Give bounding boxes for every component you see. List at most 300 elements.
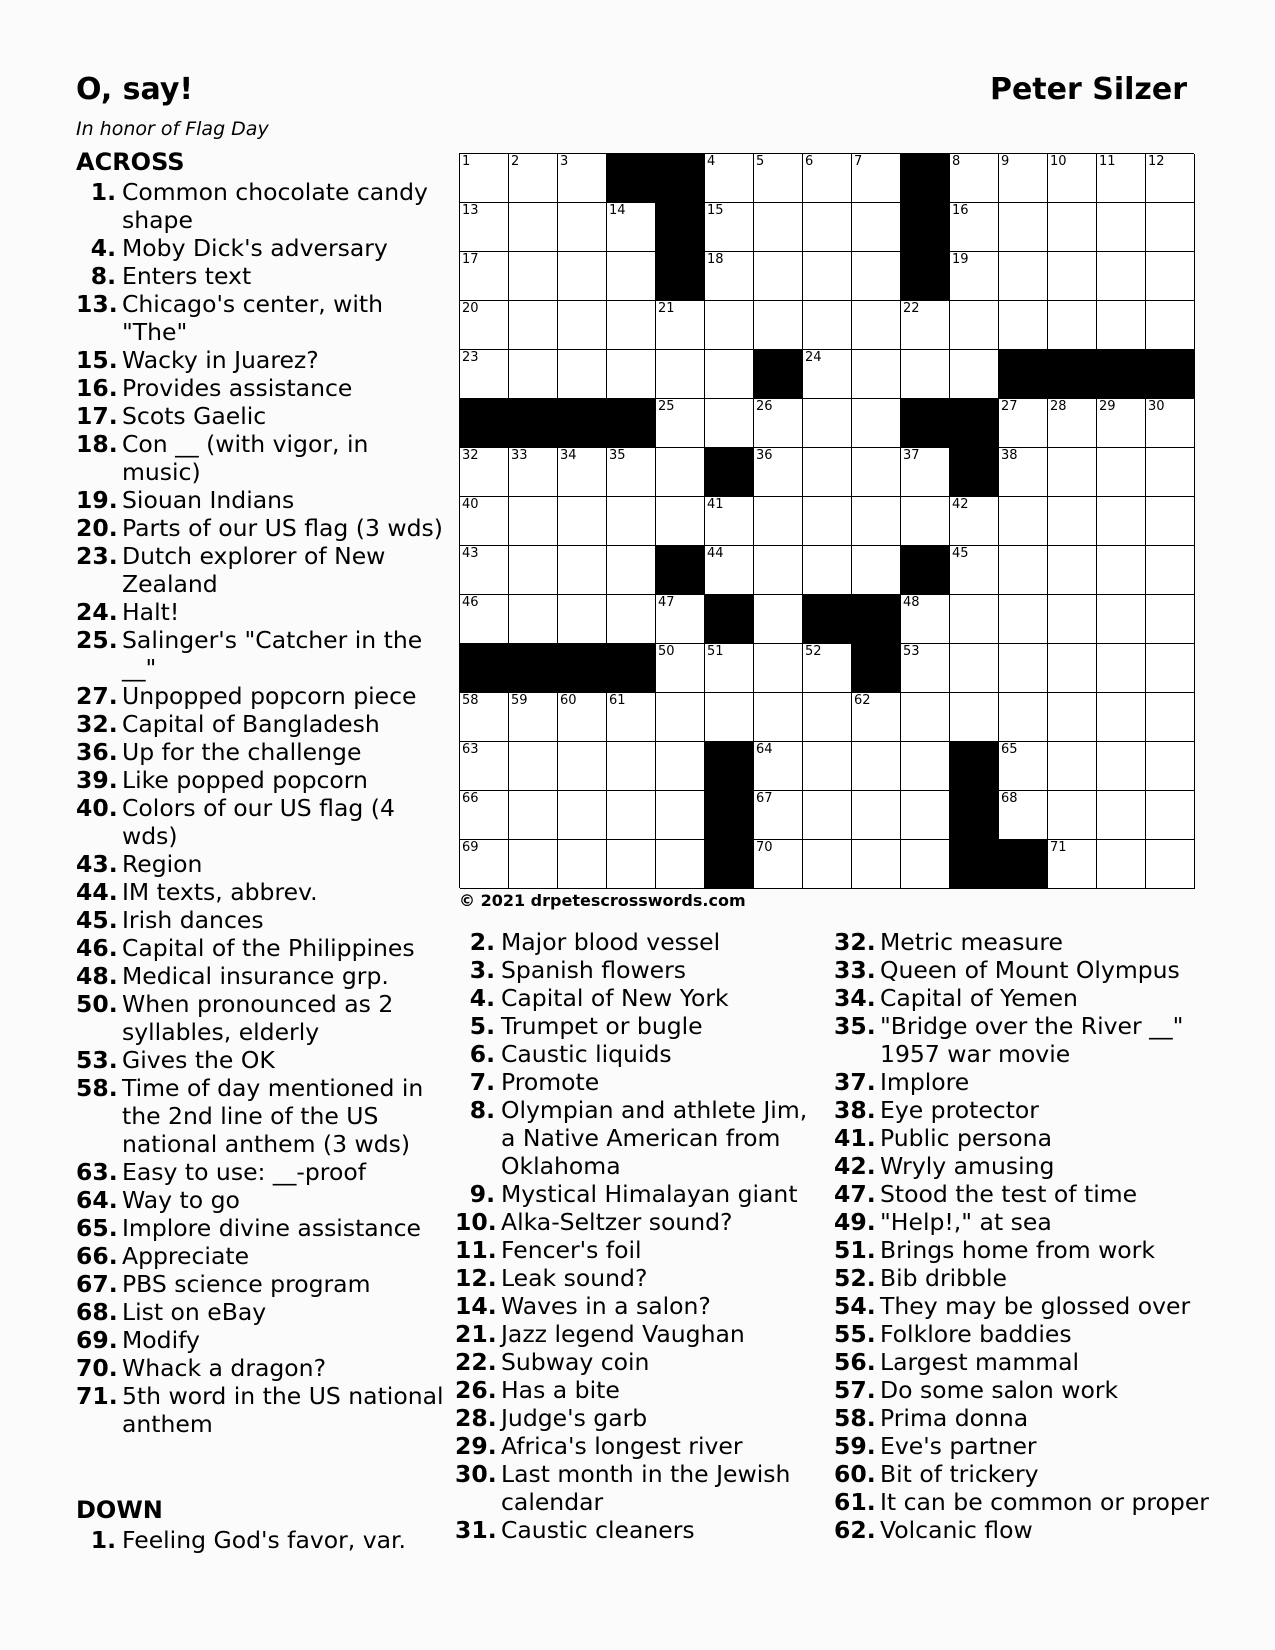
grid-cell[interactable] — [607, 203, 656, 252]
grid-cell[interactable] — [509, 203, 558, 252]
grid-cell[interactable] — [656, 742, 705, 791]
grid-cell[interactable] — [1097, 791, 1146, 840]
clue-text: Brings home from work — [880, 1236, 1155, 1264]
clue-item — [76, 402, 446, 430]
grid-cell[interactable] — [460, 350, 509, 399]
puzzle-title: O, say! — [76, 72, 194, 107]
grid-cell[interactable] — [558, 154, 607, 203]
grid-cell[interactable] — [607, 791, 656, 840]
grid-cell[interactable] — [1097, 399, 1146, 448]
grid-cell[interactable] — [1097, 252, 1146, 301]
grid-cell[interactable] — [509, 742, 558, 791]
grid-cell[interactable] — [950, 644, 999, 693]
clue-number: 36. — [76, 738, 118, 766]
grid-cell[interactable] — [1048, 595, 1097, 644]
grid-cell[interactable] — [558, 448, 607, 497]
clue-number: 38. — [834, 1096, 876, 1124]
grid-cell[interactable] — [460, 497, 509, 546]
grid-cell[interactable] — [558, 252, 607, 301]
clue-item — [455, 1012, 820, 1040]
cell-number: 62 — [854, 693, 871, 708]
grid-cell[interactable] — [607, 350, 656, 399]
grid-cell[interactable] — [901, 301, 950, 350]
grid-cell[interactable] — [901, 840, 950, 889]
clue-item — [76, 1354, 446, 1382]
grid-cell[interactable] — [754, 252, 803, 301]
clue-item — [76, 374, 446, 402]
grid-cell[interactable] — [852, 546, 901, 595]
cell-number: 66 — [462, 791, 479, 806]
grid-cell[interactable] — [509, 252, 558, 301]
grid-cell[interactable] — [705, 301, 754, 350]
grid-cell[interactable] — [754, 742, 803, 791]
black-square — [705, 595, 754, 644]
grid-cell[interactable] — [656, 350, 705, 399]
clue-item — [834, 1152, 1214, 1180]
grid-cell[interactable] — [656, 497, 705, 546]
grid-cell[interactable] — [999, 203, 1048, 252]
grid-cell[interactable] — [1048, 546, 1097, 595]
grid-cell[interactable] — [607, 693, 656, 742]
cell-number: 17 — [462, 252, 479, 267]
clue-number: 22. — [455, 1348, 497, 1376]
cell-number: 22 — [903, 301, 920, 316]
clue-text: Salinger's "Catcher in the __" — [122, 626, 423, 682]
clue-number: 3. — [469, 956, 495, 984]
down-heading: DOWN — [76, 1496, 163, 1524]
grid-cell[interactable] — [999, 595, 1048, 644]
grid-cell[interactable] — [803, 399, 852, 448]
grid-cell[interactable] — [950, 546, 999, 595]
grid-cell[interactable] — [754, 301, 803, 350]
grid-cell[interactable] — [950, 497, 999, 546]
down-clue-list — [455, 928, 820, 1544]
grid-cell[interactable] — [950, 252, 999, 301]
grid-cell[interactable] — [901, 644, 950, 693]
grid-cell[interactable] — [852, 448, 901, 497]
clue-number: 33. — [834, 956, 876, 984]
grid-cell[interactable] — [754, 154, 803, 203]
clue-number: 4. — [90, 234, 116, 262]
grid-cell[interactable] — [1097, 301, 1146, 350]
clue-item — [455, 1236, 820, 1264]
clue-item — [455, 1516, 820, 1544]
grid-cell[interactable] — [656, 840, 705, 889]
grid-cell[interactable] — [1146, 448, 1195, 497]
grid-cell[interactable] — [901, 693, 950, 742]
clue-text: Halt! — [122, 598, 180, 626]
clue-item — [76, 1298, 446, 1326]
clue-number: 44. — [76, 878, 118, 906]
grid-cell[interactable] — [803, 840, 852, 889]
grid-cell[interactable] — [803, 350, 852, 399]
cell-number: 67 — [756, 791, 773, 806]
clue-item — [834, 1432, 1214, 1460]
grid-cell[interactable] — [803, 742, 852, 791]
grid-cell[interactable] — [901, 742, 950, 791]
clue-number: 9. — [469, 1180, 495, 1208]
black-square — [656, 154, 705, 203]
grid-cell[interactable] — [1146, 791, 1195, 840]
grid-cell[interactable] — [509, 448, 558, 497]
grid-cell[interactable] — [1146, 644, 1195, 693]
clue-text: Chicago's center, with "The" — [122, 290, 384, 346]
clue-number: 58. — [834, 1404, 876, 1432]
black-square — [558, 399, 607, 448]
clue-item — [76, 1186, 446, 1214]
grid-cell[interactable] — [1097, 203, 1146, 252]
clue-item — [834, 1012, 1214, 1068]
grid-cell[interactable] — [558, 791, 607, 840]
clue-text: Fencer's foil — [501, 1236, 642, 1264]
cell-number: 36 — [756, 448, 773, 463]
grid-cell[interactable] — [460, 154, 509, 203]
grid-cell[interactable] — [1146, 399, 1195, 448]
black-square — [1097, 350, 1146, 399]
cell-number: 23 — [462, 350, 479, 365]
grid-cell[interactable] — [558, 742, 607, 791]
grid-cell[interactable] — [803, 644, 852, 693]
clue-number: 26. — [455, 1376, 497, 1404]
cell-number: 61 — [609, 693, 626, 708]
grid-cell[interactable] — [999, 644, 1048, 693]
grid-cell[interactable] — [656, 693, 705, 742]
grid-cell[interactable] — [558, 301, 607, 350]
grid-cell[interactable] — [1146, 301, 1195, 350]
clue-item — [455, 1068, 820, 1096]
clue-item — [76, 1242, 446, 1270]
grid-cell[interactable] — [950, 203, 999, 252]
grid-cell[interactable] — [460, 301, 509, 350]
black-square — [901, 154, 950, 203]
clue-number: 25. — [76, 626, 118, 654]
down-clues-start — [76, 1496, 446, 1554]
cell-number: 3 — [560, 154, 569, 169]
cell-number: 6 — [805, 154, 814, 169]
grid-cell[interactable] — [852, 203, 901, 252]
grid-cell[interactable] — [705, 399, 754, 448]
grid-cell[interactable] — [950, 595, 999, 644]
grid-cell[interactable] — [558, 350, 607, 399]
clue-text: When pronounced as 2 syllables, elderly — [122, 990, 394, 1046]
grid-cell[interactable] — [1146, 497, 1195, 546]
grid-cell[interactable] — [1048, 497, 1097, 546]
grid-cell[interactable] — [1146, 693, 1195, 742]
grid-cell[interactable] — [999, 693, 1048, 742]
grid-cell[interactable] — [509, 154, 558, 203]
grid-cell[interactable] — [901, 595, 950, 644]
grid-cell[interactable] — [705, 154, 754, 203]
grid-cell[interactable] — [803, 497, 852, 546]
clue-item — [76, 1074, 446, 1158]
grid-cell[interactable] — [754, 595, 803, 644]
grid-cell[interactable] — [950, 154, 999, 203]
grid-cell[interactable] — [803, 546, 852, 595]
clue-text: Leak sound? — [501, 1264, 648, 1292]
clue-number: 40. — [76, 794, 118, 822]
clue-item — [834, 1460, 1214, 1488]
grid-cell[interactable] — [1097, 497, 1146, 546]
grid-cell[interactable] — [607, 546, 656, 595]
grid-cell[interactable] — [1048, 791, 1097, 840]
cell-number: 10 — [1050, 154, 1067, 169]
grid-cell[interactable] — [901, 350, 950, 399]
grid-cell[interactable] — [754, 791, 803, 840]
cell-number: 9 — [1001, 154, 1010, 169]
grid-cell[interactable] — [852, 154, 901, 203]
clue-text: Major blood vessel — [501, 928, 721, 956]
clue-item — [834, 1124, 1214, 1152]
grid-cell[interactable] — [754, 448, 803, 497]
grid-cell[interactable] — [1048, 301, 1097, 350]
clue-text: Bit of trickery — [880, 1460, 1039, 1488]
grid-cell[interactable] — [705, 252, 754, 301]
grid-cell[interactable] — [754, 840, 803, 889]
grid-cell[interactable] — [509, 497, 558, 546]
grid-cell[interactable] — [1146, 840, 1195, 889]
clue-item — [834, 1320, 1214, 1348]
grid-cell[interactable] — [754, 399, 803, 448]
grid-cell[interactable] — [705, 546, 754, 595]
grid-cell[interactable] — [1048, 448, 1097, 497]
grid-cell[interactable] — [999, 742, 1048, 791]
grid-cell[interactable] — [509, 301, 558, 350]
grid-cell[interactable] — [509, 693, 558, 742]
black-square — [999, 350, 1048, 399]
grid-cell[interactable] — [1048, 840, 1097, 889]
grid-cell[interactable] — [1146, 154, 1195, 203]
grid-cell[interactable] — [999, 301, 1048, 350]
clue-item — [834, 1264, 1214, 1292]
grid-cell[interactable] — [754, 546, 803, 595]
grid-cell[interactable] — [460, 252, 509, 301]
clue-number: 41. — [834, 1124, 876, 1152]
clue-item — [76, 626, 446, 682]
clue-text: Dutch explorer of New Zealand — [122, 542, 386, 598]
grid-cell[interactable] — [1097, 546, 1146, 595]
cell-number: 8 — [952, 154, 961, 169]
cell-number: 42 — [952, 497, 969, 512]
clue-text: Queen of Mount Olympus — [880, 956, 1180, 984]
grid-cell[interactable] — [705, 644, 754, 693]
grid-cell[interactable] — [999, 154, 1048, 203]
grid-cell[interactable] — [1048, 154, 1097, 203]
grid-cell[interactable] — [1146, 252, 1195, 301]
grid-cell[interactable] — [656, 595, 705, 644]
grid-cell[interactable] — [460, 448, 509, 497]
grid-cell[interactable] — [607, 840, 656, 889]
cell-number: 71 — [1050, 840, 1067, 855]
grid-cell[interactable] — [852, 399, 901, 448]
grid-cell[interactable] — [509, 350, 558, 399]
clue-item — [76, 598, 446, 626]
grid-cell[interactable] — [558, 595, 607, 644]
grid-cell[interactable] — [656, 791, 705, 840]
grid-cell[interactable] — [509, 546, 558, 595]
grid-cell[interactable] — [509, 840, 558, 889]
grid-cell[interactable] — [460, 546, 509, 595]
grid-cell[interactable] — [754, 693, 803, 742]
grid-cell[interactable] — [460, 840, 509, 889]
black-square — [852, 644, 901, 693]
grid-cell[interactable] — [1048, 693, 1097, 742]
clue-text: Largest mammal — [880, 1348, 1080, 1376]
grid-cell[interactable] — [460, 595, 509, 644]
grid-cell[interactable] — [656, 644, 705, 693]
grid-cell[interactable] — [509, 595, 558, 644]
clue-text: Waves in a salon? — [501, 1292, 711, 1320]
grid-cell[interactable] — [803, 693, 852, 742]
cell-number: 27 — [1001, 399, 1018, 414]
grid-cell[interactable] — [1048, 742, 1097, 791]
grid-cell[interactable] — [558, 546, 607, 595]
grid-cell[interactable] — [852, 840, 901, 889]
clue-text: Alka-Seltzer sound? — [501, 1208, 733, 1236]
grid-cell[interactable] — [607, 448, 656, 497]
cell-number: 50 — [658, 644, 675, 659]
clue-number: 48. — [76, 962, 118, 990]
black-square — [901, 546, 950, 595]
grid-cell[interactable] — [1048, 203, 1097, 252]
clue-text: It can be common or proper — [880, 1488, 1209, 1516]
clue-number: 28. — [455, 1404, 497, 1432]
grid-cell[interactable] — [607, 301, 656, 350]
grid-cell[interactable] — [1097, 448, 1146, 497]
grid-cell[interactable] — [460, 203, 509, 252]
grid-cell[interactable] — [754, 497, 803, 546]
grid-cell[interactable] — [852, 791, 901, 840]
grid-cell[interactable] — [852, 693, 901, 742]
grid-cell[interactable] — [999, 791, 1048, 840]
grid-cell[interactable] — [1097, 840, 1146, 889]
clue-number: 49. — [834, 1208, 876, 1236]
grid-cell[interactable] — [1146, 742, 1195, 791]
grid-cell[interactable] — [754, 644, 803, 693]
clue-item — [76, 1046, 446, 1074]
grid-cell[interactable] — [1146, 203, 1195, 252]
grid-cell[interactable] — [754, 203, 803, 252]
grid-cell[interactable] — [705, 203, 754, 252]
clue-text: Easy to use: __-proof — [122, 1158, 366, 1186]
grid-cell[interactable] — [705, 693, 754, 742]
clue-item — [455, 1376, 820, 1404]
grid-cell[interactable] — [901, 791, 950, 840]
grid-cell[interactable] — [705, 350, 754, 399]
grid-cell[interactable] — [656, 301, 705, 350]
grid-cell[interactable] — [852, 350, 901, 399]
clue-text: Medical insurance grp. — [122, 962, 389, 990]
grid-cell[interactable] — [950, 693, 999, 742]
black-square — [950, 448, 999, 497]
clue-number: 13. — [76, 290, 118, 318]
grid-cell[interactable] — [852, 301, 901, 350]
cell-number: 2 — [511, 154, 520, 169]
grid-cell[interactable] — [999, 252, 1048, 301]
grid-cell[interactable] — [1048, 252, 1097, 301]
grid-cell[interactable] — [1048, 399, 1097, 448]
grid-cell[interactable] — [705, 497, 754, 546]
grid-cell[interactable] — [1097, 742, 1146, 791]
grid-cell[interactable] — [607, 595, 656, 644]
clue-number: 8. — [90, 262, 116, 290]
clue-item — [834, 1516, 1214, 1544]
clue-number: 60. — [834, 1460, 876, 1488]
black-square — [754, 350, 803, 399]
grid-cell[interactable] — [460, 693, 509, 742]
grid-cell[interactable] — [852, 252, 901, 301]
clue-number: 21. — [455, 1320, 497, 1348]
across-clues — [76, 148, 446, 1438]
clue-text: Colors of our US flag (4 wds) — [122, 794, 395, 850]
grid-cell[interactable] — [803, 203, 852, 252]
grid-cell[interactable] — [999, 399, 1048, 448]
grid-cell[interactable] — [852, 742, 901, 791]
grid-cell[interactable] — [1097, 693, 1146, 742]
grid-cell[interactable] — [509, 791, 558, 840]
clue-number: 18. — [76, 430, 118, 458]
grid-cell[interactable] — [460, 742, 509, 791]
cell-number: 52 — [805, 644, 822, 659]
grid-cell[interactable] — [607, 497, 656, 546]
clue-text: Caustic cleaners — [501, 1516, 695, 1544]
grid-cell[interactable] — [656, 448, 705, 497]
grid-cell[interactable] — [1146, 546, 1195, 595]
grid-cell[interactable] — [558, 693, 607, 742]
grid-cell[interactable] — [803, 154, 852, 203]
grid-cell[interactable] — [950, 350, 999, 399]
clue-text: "Bridge over the River __" 1957 war movie — [880, 1012, 1184, 1068]
grid-cell[interactable] — [803, 252, 852, 301]
grid-cell[interactable] — [803, 448, 852, 497]
cell-number: 11 — [1099, 154, 1116, 169]
grid-cell[interactable] — [656, 399, 705, 448]
grid-cell[interactable] — [901, 448, 950, 497]
grid-cell[interactable] — [999, 448, 1048, 497]
clue-item — [76, 1270, 446, 1298]
grid-cell[interactable] — [460, 791, 509, 840]
cell-number: 63 — [462, 742, 479, 757]
grid-cell[interactable] — [1097, 644, 1146, 693]
grid-cell[interactable] — [607, 252, 656, 301]
grid-cell[interactable] — [1146, 595, 1195, 644]
grid-cell[interactable] — [999, 497, 1048, 546]
grid-cell[interactable] — [558, 203, 607, 252]
clue-item — [76, 738, 446, 766]
grid-cell[interactable] — [1048, 644, 1097, 693]
grid-cell[interactable] — [1097, 595, 1146, 644]
grid-cell[interactable] — [607, 742, 656, 791]
grid-cell[interactable] — [558, 840, 607, 889]
grid-cell[interactable] — [803, 791, 852, 840]
cell-number: 4 — [707, 154, 716, 169]
clue-number: 23. — [76, 542, 118, 570]
clue-number: 53. — [76, 1046, 118, 1074]
clue-item — [834, 1096, 1214, 1124]
grid-cell[interactable] — [803, 301, 852, 350]
clue-number: 39. — [76, 766, 118, 794]
clue-number: 24. — [76, 598, 118, 626]
grid-cell[interactable] — [558, 497, 607, 546]
grid-cell[interactable] — [999, 546, 1048, 595]
black-square — [656, 546, 705, 595]
clue-text: Parts of our US flag (3 wds) — [122, 514, 443, 542]
grid-cell[interactable] — [1097, 154, 1146, 203]
grid-cell[interactable] — [852, 497, 901, 546]
grid-cell[interactable] — [950, 301, 999, 350]
grid-cell[interactable] — [901, 497, 950, 546]
clue-item — [76, 1382, 446, 1438]
copyright-notice: © 2021 drpetescrosswords.com — [459, 891, 746, 910]
